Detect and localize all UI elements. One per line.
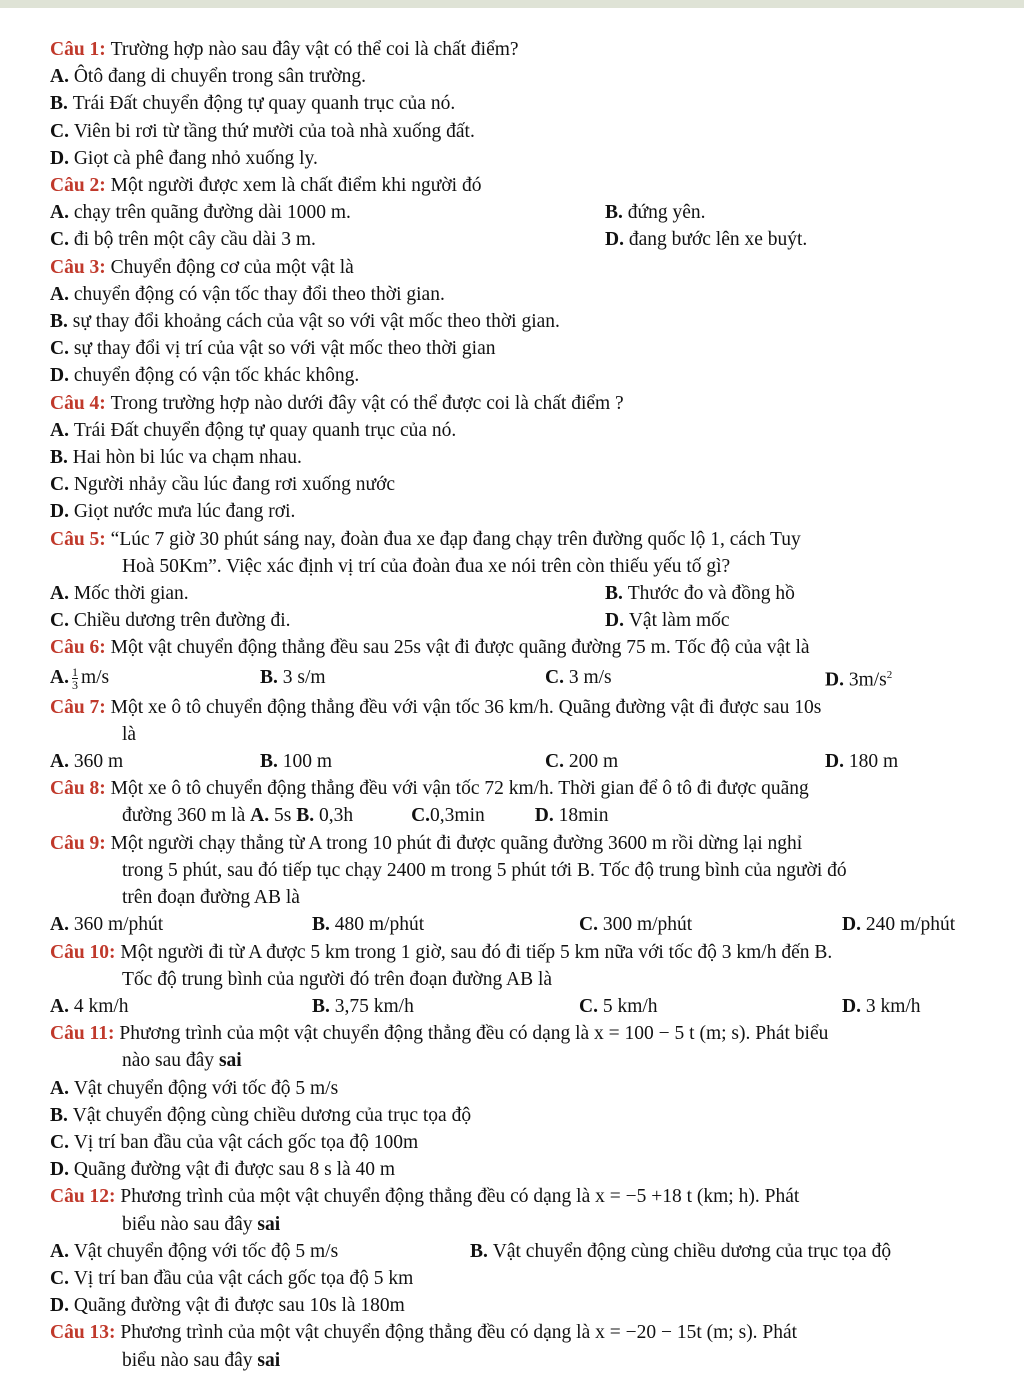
question-text: Một người đi từ A được 5 km trong 1 giờ, sau đó đi tiếp 5 km nữa với tốc độ 3 km/h đến B. — [120, 941, 833, 963]
option: D. Quãng đường vật đi được sau 10s là 180m — [50, 1295, 405, 1317]
question-4 — [50, 390, 995, 417]
option: A. chạy trên quãng đường dài 1000 m. — [50, 202, 351, 224]
option: C. 3 m/s — [545, 667, 612, 689]
question-9 — [50, 830, 995, 857]
option: D. 240 m/phút — [842, 914, 956, 936]
question-2 — [50, 172, 995, 199]
option: A. 4 km/h — [50, 995, 129, 1017]
question-label: Câu 12: — [50, 1186, 116, 1208]
question-text: Trường hợp nào sau đây vật có thể coi là chất điểm? — [110, 39, 519, 60]
options-row — [50, 993, 995, 1020]
question-label: Câu 6: — [50, 637, 106, 659]
question-text-cont: là — [122, 723, 137, 745]
question-text-cont: biểu nào sau đây sai — [122, 1349, 281, 1371]
option: A. 360 m/phút — [50, 914, 164, 936]
options-row — [50, 1238, 995, 1265]
option: C. Viên bi rơi từ tầng thứ mười của toà nhà xuống đất. — [50, 120, 475, 142]
options-row — [50, 607, 995, 634]
question-text-cont: Tốc độ trung bình của người đó trên đoạn đường AB là — [122, 968, 553, 990]
options-row — [50, 748, 995, 775]
option: A. Trái Đất chuyển động tự quay quanh trục của nó. — [50, 419, 457, 441]
question-label: Câu 3: — [50, 256, 106, 278]
question-7 — [50, 694, 995, 721]
option: A. 360 m — [50, 751, 124, 773]
question-label: Câu 5: — [50, 528, 106, 550]
question-label: Câu 10: — [50, 941, 116, 963]
option: A. chuyển động có vận tốc thay đổi theo thời gian. — [50, 283, 445, 305]
option: C. Chiều dương trên đường đi. — [50, 610, 291, 632]
options-row — [50, 580, 995, 607]
option: B. Vật chuyển động cùng chiều dương của trục tọa độ — [470, 1240, 892, 1262]
option: D. Quãng đường vật đi được sau 8 s là 40 m — [50, 1159, 396, 1181]
question-text: Phương trình của một vật chuyển động thẳng đều có dạng là x = −20 − 15t (m; s). Phát — [120, 1322, 798, 1344]
option: C. đi bộ trên một cây cầu dài 3 m. — [50, 229, 316, 251]
question-text: Một vật chuyển động thẳng đều sau 25s vật đi được quãng đường 75 m. Tốc độ của vật là — [110, 637, 810, 659]
option: C. Vị trí ban đầu của vật cách gốc tọa độ 5 km — [50, 1267, 414, 1289]
worksheet — [50, 36, 995, 1374]
option: C. 300 m/phút — [579, 914, 693, 936]
question-text: Một người được xem là chất điểm khi người đó — [110, 175, 482, 197]
option: B. 100 m — [260, 751, 333, 773]
question-label: Câu 11: — [50, 1023, 115, 1045]
option: A. Mốc thời gian. — [50, 583, 189, 605]
option: A. Ôtô đang di chuyển trong sân trường. — [50, 66, 367, 88]
option: B. 3 s/m — [260, 667, 326, 689]
question-text: Một xe ô tô chuyển động thẳng đều với vận tốc 36 km/h. Quãng đường vật đi được sau 10s — [110, 696, 822, 718]
question-3 — [50, 254, 995, 281]
question-label: Câu 8: — [50, 778, 106, 800]
question-label: Câu 9: — [50, 832, 106, 854]
question-text: Một xe ô tô chuyển động thẳng đều với vận tốc 72 km/h. Thời gian để ô tô đi được quãng — [110, 778, 809, 800]
question-1 — [50, 36, 995, 63]
option: B. 480 m/phút — [312, 914, 425, 936]
option: B. đứng yên. — [605, 202, 706, 224]
option: C. Người nhảy cầu lúc đang rơi xuống nước — [50, 474, 396, 496]
option: D. 180 m — [825, 751, 899, 773]
question-11 — [50, 1020, 995, 1047]
question-text: Chuyển động cơ của một vật là — [110, 256, 354, 278]
option: D. Giọt cà phê đang nhỏ xuống ly. — [50, 147, 318, 169]
question-text: Trong trường hợp nào dưới đây vật có thể được coi là chất điểm ? — [110, 392, 624, 414]
question-10 — [50, 939, 995, 966]
question-text-cont: nào sau đây sai — [122, 1050, 242, 1072]
question-12 — [50, 1183, 995, 1210]
options-row — [50, 226, 995, 253]
question-6 — [50, 634, 995, 661]
top-band — [0, 0, 1024, 8]
option: A. $\frac{1}{3}$ m/s — [50, 665, 110, 693]
question-text-cont: Hoà 50Km”. Việc xác định vị trí của đoàn đua xe nói trên còn thiếu yếu tố gì? — [122, 555, 731, 577]
question-label: Câu 1: — [50, 39, 106, 60]
option: B. Hai hòn bi lúc va chạm nhau. — [50, 447, 302, 469]
fraction: $\frac{1}{3}$ — [71, 665, 78, 693]
question-8 — [50, 775, 995, 802]
option: D. 3 km/h — [842, 995, 921, 1017]
question-text-cont: biểu nào sau đây sai — [122, 1213, 281, 1235]
question-text: Một người chạy thẳng từ A trong 10 phút đi được quãng đường 3600 m rồi dừng lại nghỉ — [110, 832, 803, 854]
option: A. Vật chuyển động với tốc độ 5 m/s — [50, 1077, 339, 1099]
options-row — [50, 199, 995, 226]
options-row — [50, 911, 995, 938]
question-label: Câu 4: — [50, 392, 106, 414]
option: D. Giọt nước mưa lúc đang rơi. — [50, 501, 296, 523]
question-text: Phương trình của một vật chuyển động thẳng đều có dạng là x = −5 +18 t (km; h). Phát — [120, 1186, 800, 1208]
question-text-cont: trên đoạn đường AB là — [122, 887, 300, 909]
question-5 — [50, 526, 995, 553]
option: C. 5 km/h — [579, 995, 658, 1017]
option: A. Vật chuyển động với tốc độ 5 m/s — [50, 1240, 339, 1262]
question-label: Câu 7: — [50, 696, 106, 718]
option: C. sự thay đổi vị trí của vật so với vật mốc theo thời gian — [50, 338, 496, 360]
question-text-cont: trong 5 phút, sau đó tiếp tục chạy 2400 m trong 5 phút tới B. Tốc độ trung bình của người đó — [122, 859, 847, 881]
question-label: Câu 2: — [50, 175, 106, 197]
option: B. Trái Đất chuyển động tự quay quanh trục của nó. — [50, 93, 456, 115]
options-row — [50, 662, 995, 694]
question-text: Phương trình của một vật chuyển động thẳng đều có dạng là x = 100 − 5 t (m; s). Phát biểu — [119, 1023, 829, 1045]
option: D. Vật làm mốc — [605, 610, 730, 632]
option: B. 3,75 km/h — [312, 995, 414, 1017]
question-text-cont: đường 360 m là A. 5s B. 0,3h C. 0,3min D. 18min — [122, 805, 609, 827]
option: C. 200 m — [545, 751, 619, 773]
question-label: Câu 13: — [50, 1322, 116, 1344]
question-13 — [50, 1319, 995, 1346]
option: B. sự thay đổi khoảng cách của vật so với vật mốc theo thời gian. — [50, 311, 560, 333]
option: D. $3m/s^2$ — [825, 668, 893, 691]
option: B. Thước đo và đồng hồ — [605, 583, 795, 605]
option: D. chuyển động có vận tốc khác không. — [50, 365, 360, 387]
question-text: “Lúc 7 giờ 30 phút sáng nay, đoàn đua xe đạp đang chạy trên đường quốc lộ 1, cách Tuy — [110, 528, 801, 550]
option: B. Vật chuyển động cùng chiều dương của trục tọa độ — [50, 1104, 472, 1126]
option: D. đang bước lên xe buýt. — [605, 229, 808, 251]
option: C. Vị trí ban đầu của vật cách gốc tọa độ 100m — [50, 1131, 419, 1153]
